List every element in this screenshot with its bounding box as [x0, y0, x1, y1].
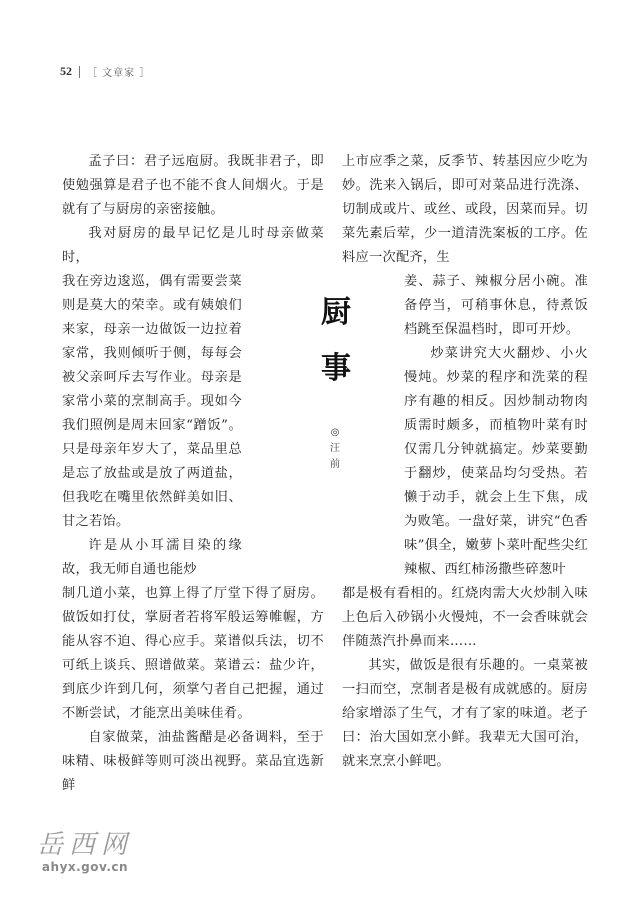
header-divider — [79, 66, 80, 78]
author-char: 前 — [330, 459, 340, 470]
page-number: 52 — [60, 64, 72, 78]
left-column — [62, 150, 324, 798]
site-watermark — [20, 830, 150, 874]
author-mark: ◎ — [330, 427, 340, 438]
right-column — [342, 150, 588, 774]
author-char: 汪 — [330, 443, 340, 454]
watermark-logo: 岳西网 — [36, 830, 133, 860]
paragraph-narrow: 我在旁边逡巡，偶有需要尝菜则是莫大的荣幸。或有姨娘们来家，母亲一边做饭一边拉着家常，我则倾听于侧，每每会被父亲呵斥去写作业。母亲是家常小菜的烹制高手。现如今我们照例是周末回家“蹭饭”。只是母亲年岁大了，菜品里总是忘了放盐或是放了两道盐，但我吃在嘴里依然鲜美如旧、甘之若饴。 — [62, 274, 242, 529]
paragraph: 制几道小菜，也算上得了厅堂下得了厨房。做饭如打仗，掌厨者若将军般运筹帷幄，方能从容不迫、得心应手。菜谱似兵法，切不可纸上谈兵、照谱做菜。菜谱云：盐少许，到底少许到几何，须掌勺者自己把握，通过不断尝试，才能烹出美味佳肴。 — [62, 586, 324, 721]
paragraph-narrow: 炒菜讲究大火翻炒、小火慢炖。炒菜的程序和洗菜的程序有趣的相反。因炒制动物肉质需时颇多，而植物叶菜有时仅需几分钟就搞定。炒菜要勤于翻炒，使菜品均匀受热。若懒于动手，就会上生下焦，成为败笔。一盘好菜，讲究“色香味”俱全，嫩萝卜菜叶配些尖红辣椒、西红柿汤撒些碎葱叶 — [404, 346, 588, 577]
title-char: 厨 — [321, 295, 351, 330]
paragraph: 孟子曰：君子远庖厨。我既非君子，即使勉强算是君子也不能不食人间烟火。于是就有了与厨房的亲密接触。 — [62, 154, 324, 217]
title-char: 事 — [321, 351, 351, 386]
page-header — [60, 64, 150, 79]
watermark-url: ahyx.gov.cn — [41, 860, 129, 874]
paragraph: 自家做菜，油盐酱醋是必备调料，至于味精、味极鲜等则可淡出视野。菜品宜选新鲜 — [62, 730, 324, 793]
paragraph-narrow: 姜、蒜子、辣椒分居小碗。准备停当，可稍事休息，待煮饭档跳至保温档时，即可开炒。 — [404, 274, 588, 337]
paragraph: 都是极有看相的。红烧肉需大火炒制入味上色后入砂锅小火慢炖，不一会香味就会伴随蒸汽扑鼻而来…… — [342, 586, 588, 649]
paragraph: 其实，做饭是很有乐趣的。一桌菜被一扫而空，烹制者是极有成就感的。厨房给家增添了生气，才有了家的味道。老子曰：治大国如烹小鲜。我辈无大国可治，就来烹烹小鲜吧。 — [342, 658, 588, 769]
paragraph-narrow: 许是从小耳濡目染的缘故，我无师自通也能炒 — [62, 538, 242, 577]
paragraph-lead: 我对厨房的最早记忆是儿时母亲做菜时， — [62, 226, 324, 265]
paragraph: 上市应季之菜，反季节、转基因应少吃为妙。洗来入锅后，即可对菜品进行洗涤、切制成或片、或丝、或段，因菜而异。切菜先素后荤，少一道清洗案板的工序。佐料应一次配齐，生 — [342, 154, 588, 265]
section-label: ［ 文章家 ］ — [87, 68, 151, 79]
